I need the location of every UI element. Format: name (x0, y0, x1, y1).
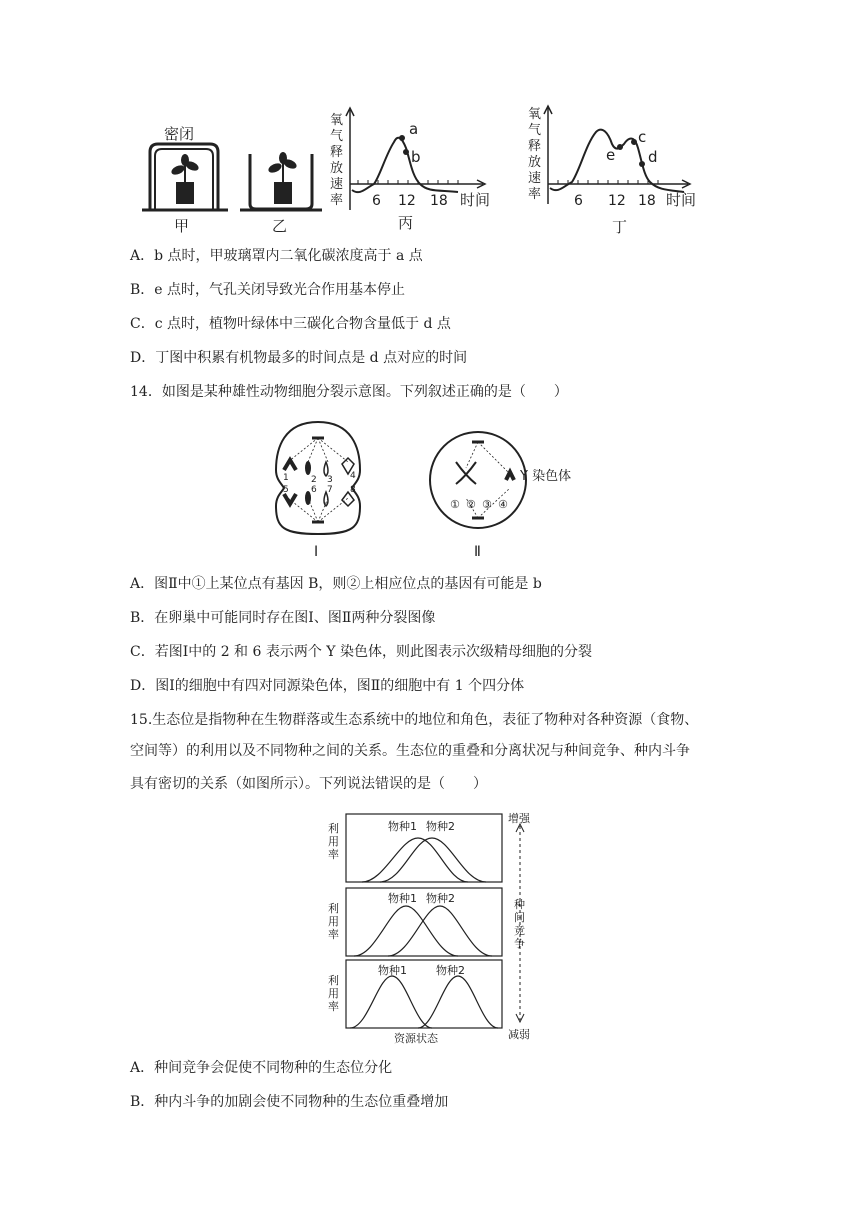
svg-text:释: 释 (528, 139, 542, 154)
bing-label: 丙 (398, 214, 414, 232)
cell2-num-4: ④ (498, 498, 508, 511)
panel1-species1: 物种1 (388, 820, 417, 833)
cell-two (430, 432, 571, 560)
bing-tick-6: 6 (372, 193, 381, 209)
svg-text:释: 释 (330, 145, 344, 160)
graph-ding (528, 106, 696, 236)
bottom-label: 减弱 (508, 1028, 530, 1041)
q13-option-d: D．丁图中积累有机物最多的时间点是 d 点对应的时间 (130, 350, 468, 366)
svg-text:气: 气 (330, 129, 344, 144)
ding-point-d: d (648, 148, 658, 166)
cell1-num-1: 1 (283, 473, 289, 483)
q15-stem-line-2: 空间等）的利用以及不同物种之间的关系。生态位的重叠和分离状况与种间竞争、种内斗争 (130, 743, 690, 759)
photosynthesis-figure (128, 104, 728, 236)
svg-text:氧: 氧 (528, 107, 542, 122)
svg-text:率: 率 (328, 928, 339, 941)
cell-division-figure (270, 418, 600, 560)
cell1-num-4: 4 (350, 471, 356, 481)
svg-text:用: 用 (328, 915, 339, 928)
yi-label: 乙 (272, 217, 288, 235)
svg-text:竞: 竞 (514, 924, 525, 937)
cell2-label: Ⅱ (474, 544, 481, 560)
svg-text:种: 种 (514, 898, 525, 911)
cell2-num-3: ③ (482, 498, 492, 511)
svg-text:争: 争 (514, 937, 525, 950)
svg-text:用: 用 (328, 987, 339, 1000)
q13-option-a: A．b 点时，甲玻璃罩内二氧化碳浓度高于 a 点 (130, 248, 423, 264)
svg-text:用: 用 (328, 835, 339, 848)
q13-option-c: C．c 点时，植物叶绿体中三碳化合物含量低于 d 点 (130, 316, 451, 332)
q14-option-d: D．图Ⅰ的细胞中有四对同源染色体，图Ⅱ的细胞中有 1 个四分体 (130, 678, 525, 694)
svg-text:利: 利 (328, 974, 339, 987)
cell1-num-5: 5 (283, 485, 289, 495)
svg-text:间: 间 (514, 911, 525, 924)
bing-tick-12: 12 (398, 193, 416, 209)
panel3-species1: 物种1 (378, 964, 407, 977)
panel2-species1: 物种1 (388, 892, 417, 905)
cell2-num-1: ① (450, 498, 460, 511)
panel3-species2: 物种2 (436, 964, 465, 977)
q15-stem-line-1: 15.生态位是指物种在生物群落或生态系统中的地位和角色，表征了物种对各种资源（食物、 (130, 712, 699, 728)
cell1-label: Ⅰ (314, 544, 319, 560)
cell1-num-3: 3 (327, 475, 333, 485)
svg-text:速: 速 (330, 177, 344, 192)
ding-label: 丁 (612, 218, 628, 236)
q15-option-a: A．种间竞争会促使不同物种的生态位分化 (130, 1060, 393, 1076)
y-chromosome-label: Y 染色体 (520, 469, 572, 484)
panel2-species2: 物种2 (426, 892, 455, 905)
bing-x-label: 时间 (460, 191, 491, 209)
jar-yi (240, 152, 322, 235)
svg-text:气: 气 (528, 123, 542, 138)
svg-text:率: 率 (528, 187, 542, 202)
ding-tick-6: 6 (574, 193, 583, 209)
bing-point-a: a (409, 120, 419, 138)
cell1-num-8: 8 (350, 485, 356, 495)
cell-one (276, 422, 360, 560)
panel1-y-label-1: 利 (328, 822, 339, 835)
ding-x-label: 时间 (666, 191, 697, 209)
jia-label: 甲 (174, 217, 190, 235)
ding-point-e: e (606, 146, 616, 164)
cell1-num-7: 7 (327, 485, 333, 495)
bing-point-b: b (411, 148, 421, 166)
ding-tick-18: 18 (638, 193, 656, 209)
graph-bing (330, 108, 490, 232)
ding-point-c: c (638, 128, 647, 146)
q14-option-a: A．图Ⅱ中①上某位点有基因 B，则②上相应位点的基因有可能是 b (130, 576, 542, 592)
q14-stem: 14．如图是某种雄性动物细胞分裂示意图。下列叙述正确的是（ ） (130, 384, 568, 400)
panel1-species2: 物种2 (426, 820, 455, 833)
cell1-num-2: 2 (311, 475, 317, 485)
jar-jia (142, 125, 228, 235)
bing-tick-18: 18 (430, 193, 448, 209)
svg-text:速: 速 (528, 171, 542, 186)
top-label: 增强 (508, 812, 530, 825)
mibi-label: 密闭 (164, 125, 195, 143)
svg-text:氧: 氧 (330, 113, 344, 128)
q14-option-b: B．在卵巢中可能同时存在图Ⅰ、图Ⅱ两种分裂图像 (130, 610, 436, 626)
y-labels (328, 821, 339, 1013)
q15-stem-line-3: 具有密切的关系（如图所示）。下列说法错误的是（ ） (130, 776, 487, 792)
svg-text:率: 率 (330, 193, 344, 208)
svg-text:率: 率 (328, 1000, 339, 1013)
q14-option-c: C．若图Ⅰ中的 2 和 6 表示两个 Y 染色体，则此图表示次级精母细胞的分裂 (130, 644, 592, 660)
niche-figure (322, 808, 562, 1046)
mid-label-vertical (514, 898, 525, 950)
q13-option-b: B．e 点时，气孔关闭导致光合作用基本停止 (130, 282, 406, 298)
q15-option-b: B．种内斗争的加剧会使不同物种的生态位重叠增加 (130, 1094, 449, 1110)
ding-tick-12: 12 (608, 193, 626, 209)
cell1-num-6: 6 (311, 485, 317, 495)
svg-text:放: 放 (528, 155, 542, 170)
svg-text:利: 利 (328, 902, 339, 915)
cell2-num-2: ② (466, 498, 476, 511)
svg-text:率: 率 (328, 848, 339, 861)
x-axis-label: 资源状态 (394, 1032, 438, 1045)
svg-text:放: 放 (330, 161, 344, 176)
